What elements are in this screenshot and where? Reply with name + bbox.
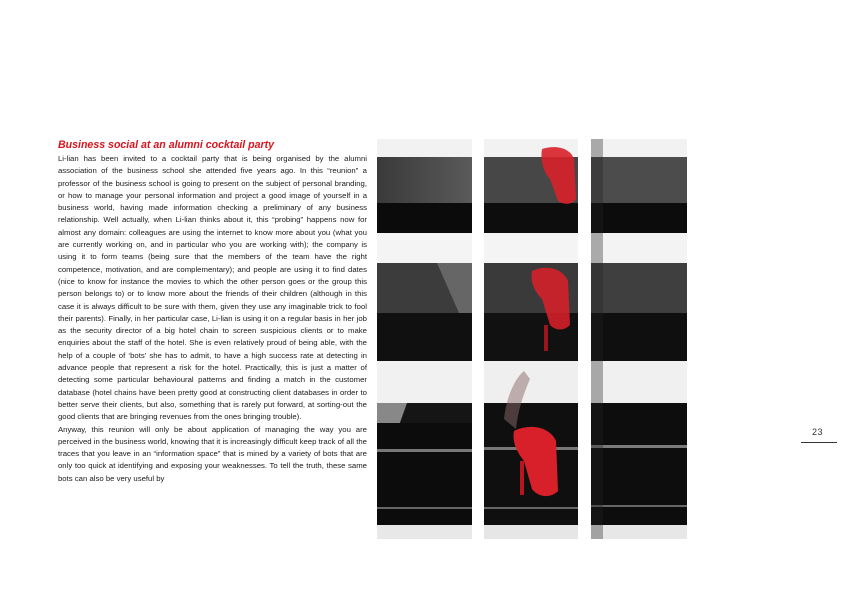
photo-panel-left <box>377 139 472 539</box>
page-number: 23 <box>812 427 824 437</box>
page-number-rule <box>801 442 837 443</box>
article-column <box>58 138 367 485</box>
photo-panel-middle <box>484 139 578 539</box>
photo-panel-right <box>591 139 687 539</box>
article-paragraph-2: Anyway, this reunion will only be about application of managing the way you are perceived in the business world, knowing that it is increasingly difficult keep track of all the traces that you leave in an “information space” that is mined by a variety of bots that are only too quick at identifying and exposing your weaknesses. To tell the truth, these same bots can also be very useful by <box>58 424 367 483</box>
article-title: Business social at an alumni cocktail party <box>58 139 275 151</box>
photo-triptych <box>377 139 687 539</box>
article-paragraph-1: Li-lian has been invited to a cocktail party that is being organised by the alumni association of the business school she attended five years ago. In this “reunion” a professor of the business school is going to present on the subject of personal branding, or how to manage your personal information and project a good image of yourself in a business world, having made information checking a preliminary of any business relationship. Well actually, when Li-lian thinks about it, this “probing” happens now for almost any domain: colleagues are using the internet to know more about you (what you are currently working on, and in particular who you are working with); the company is using it to form teams (being sure that the members of the team have the right competence, motivation, and are complementary); and people are using it to find dates (nice to know for instance the movies to which the other person goes or the group this person belongs to) or to know more about the friends of their children (although in this case it is always difficult to be sure with them, given they use any imaginable trick to fool their parents). Finally, in her particular case, Li-lian is using it on a regular basis in her job as the security director of a big hotel chain to screen suspicious clients or to make enquiries about the staff of the hotel. She is even relatively proud of being able, with the help of a couple of ‘bots’ she has to admit, to have a high success rate at detecting in advance people that represent a risk for the hotel. Practically, this is just a matter of detecting some particular behavioural patterns and finding a match in the customer database (hotel chains have been pretty good at constructing client databases in order to better serve their clients, but also, something that is rarely put forward, at sorting-out the good clients that are bringing revenues from the ones bringing trouble). <box>58 154 367 422</box>
